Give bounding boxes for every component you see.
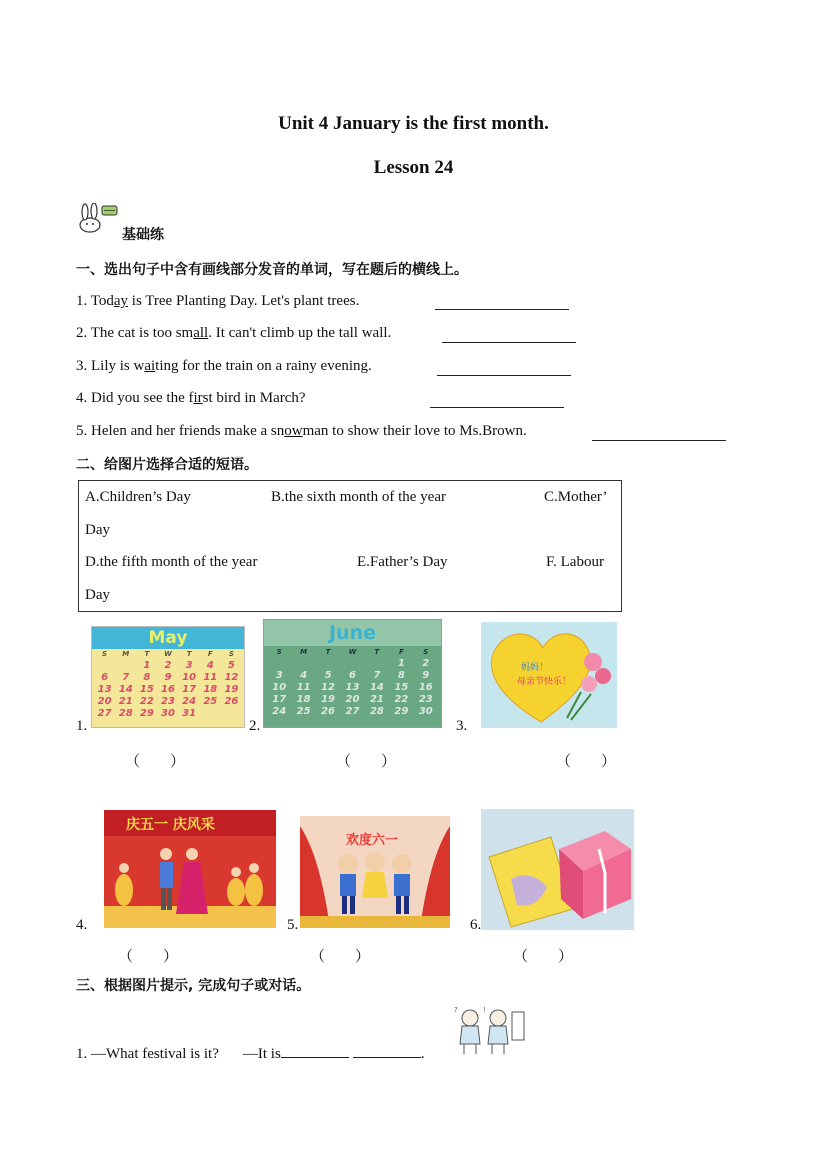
gift-box-card-image xyxy=(481,809,634,930)
may-date-27: 26 xyxy=(224,696,239,707)
q2-text-pre: 2. The cat is too sm xyxy=(76,325,194,341)
june-date-19: 15 xyxy=(394,682,409,693)
calendar-may-month: May xyxy=(92,627,244,649)
question-4 xyxy=(76,390,306,407)
childrens-day-stage-image xyxy=(300,816,450,928)
may-date-0 xyxy=(94,660,115,671)
june-date-15: 11 xyxy=(296,682,311,693)
june-date-29: 25 xyxy=(296,706,311,717)
calendar-may-image xyxy=(91,626,245,728)
svg-text:庆五一 庆风采: 庆五一 庆风采 xyxy=(126,817,215,833)
option-f-continued: Day xyxy=(85,587,110,603)
section3-heading: 三、根据图片提示, 完成句子或对话。 xyxy=(76,978,311,994)
june-date-34: 30 xyxy=(418,706,433,717)
june-date-21: 17 xyxy=(272,694,287,705)
q3-text-post: ting for the train on a rainy evening. xyxy=(155,358,372,374)
s3-q1-blank-1[interactable] xyxy=(281,1043,349,1058)
may-date-31: 30 xyxy=(161,708,175,719)
may-date-14: 13 xyxy=(97,684,112,695)
option-f: F. Labour xyxy=(546,554,604,570)
q5-underlined: ow xyxy=(284,423,303,439)
june-date-5: 1 xyxy=(397,658,405,669)
s3-question-1 xyxy=(76,1043,425,1063)
may-date-33 xyxy=(200,708,221,719)
q3-underlined: ai xyxy=(144,358,156,374)
june-date-13: 9 xyxy=(422,670,430,681)
svg-text:母亲节快乐！: 母亲节快乐！ xyxy=(517,677,572,687)
may-date-25: 24 xyxy=(182,696,197,707)
june-weekday-0: S xyxy=(276,648,282,656)
june-date-14: 10 xyxy=(272,682,287,693)
june-date-16: 12 xyxy=(321,682,336,693)
may-weekday-5: F xyxy=(207,650,213,658)
bunny-icon xyxy=(76,203,118,235)
june-date-10: 6 xyxy=(349,670,356,681)
q4-text-pre: 4. Did you see the f xyxy=(76,390,194,406)
june-date-4 xyxy=(365,658,389,669)
question-1 xyxy=(76,293,359,310)
mothers-day-card-image xyxy=(481,622,617,728)
option-e: E.Father’s Day xyxy=(357,554,448,570)
june-date-6: 2 xyxy=(422,658,430,669)
may-date-18: 17 xyxy=(182,684,197,695)
answer-paren-6[interactable]: （ ） xyxy=(513,949,574,965)
june-date-11: 7 xyxy=(373,670,381,681)
answer-blank-1[interactable] xyxy=(435,295,569,310)
question-3 xyxy=(76,358,372,375)
may-date-4: 3 xyxy=(185,660,193,671)
option-c: C.Mother’ xyxy=(544,489,608,505)
labour-day-stage-image xyxy=(104,810,276,928)
page-title: Unit 4 January is the first month. xyxy=(278,113,549,134)
june-date-26: 22 xyxy=(394,694,409,705)
may-date-29: 28 xyxy=(118,708,133,719)
answer-blank-4[interactable] xyxy=(430,393,564,408)
june-date-30: 26 xyxy=(321,706,336,717)
question-2 xyxy=(76,325,391,342)
option-a: A.Children’s Day xyxy=(85,489,191,505)
kids-talking-image xyxy=(450,1004,530,1056)
june-date-31: 27 xyxy=(345,706,360,717)
june-weekday-5: F xyxy=(398,648,404,656)
s3-q1-question: 1. —What festival is it? xyxy=(76,1046,219,1062)
june-date-24: 20 xyxy=(345,694,360,705)
may-date-34 xyxy=(221,708,242,719)
svg-text:欢度六一: 欢度六一 xyxy=(346,833,399,848)
may-date-26: 25 xyxy=(203,696,218,707)
picture-5-number: 5. xyxy=(287,917,299,933)
calendar-june-month: June xyxy=(264,620,441,646)
calendar-june-weekdays xyxy=(267,648,438,656)
option-b: B.the sixth month of the year xyxy=(271,489,446,505)
may-date-1 xyxy=(115,660,136,671)
may-date-23: 22 xyxy=(139,696,154,707)
calendar-may-dates xyxy=(94,660,242,719)
q3-text-pre: 3. Lily is w xyxy=(76,358,145,374)
question-5 xyxy=(76,423,527,440)
q1-text-post: is Tree Planting Day. Let's plant trees. xyxy=(128,293,360,309)
june-weekday-1: M xyxy=(300,648,308,656)
june-date-3 xyxy=(340,658,364,669)
picture-3-number: 3. xyxy=(456,718,468,734)
may-date-22: 21 xyxy=(118,696,133,707)
section1-heading: 一、选出句子中含有画线部分发音的单词，写在题后的横线上。 xyxy=(76,262,468,278)
june-date-22: 18 xyxy=(296,694,311,705)
picture-6-number: 6. xyxy=(470,917,482,933)
may-date-13: 12 xyxy=(224,672,239,683)
picture-1-number: 1. xyxy=(76,718,88,734)
answer-paren-5[interactable]: （ ） xyxy=(310,949,371,965)
may-weekday-1: M xyxy=(122,650,130,658)
answer-paren-3[interactable]: （ ） xyxy=(556,754,617,770)
q5-text-pre: 5. Helen and her friends make a sn xyxy=(76,423,285,439)
june-date-17: 13 xyxy=(345,682,360,693)
june-date-1 xyxy=(291,658,315,669)
may-date-17: 16 xyxy=(161,684,175,695)
svg-text:!: ! xyxy=(483,1006,486,1014)
may-date-24: 23 xyxy=(161,696,175,707)
answer-blank-2[interactable] xyxy=(442,328,576,343)
may-date-28: 27 xyxy=(97,708,112,719)
answer-paren-1[interactable]: （ ） xyxy=(125,754,186,770)
answer-paren-4[interactable]: （ ） xyxy=(118,949,179,965)
may-date-6: 5 xyxy=(227,660,235,671)
may-date-12: 11 xyxy=(203,672,218,683)
june-date-9: 5 xyxy=(324,670,332,681)
june-date-33: 29 xyxy=(394,706,409,717)
june-date-25: 21 xyxy=(369,694,384,705)
may-date-9: 8 xyxy=(143,672,151,683)
answer-blank-3[interactable] xyxy=(437,361,571,376)
june-date-12: 8 xyxy=(397,670,405,681)
may-date-3: 2 xyxy=(164,660,172,671)
june-date-23: 19 xyxy=(321,694,336,705)
june-date-2 xyxy=(316,658,340,669)
june-weekday-2: T xyxy=(325,648,331,656)
june-date-7: 3 xyxy=(275,670,283,681)
q1-text-pre: 1. Tod xyxy=(76,293,114,309)
june-date-20: 16 xyxy=(418,682,433,693)
may-date-8: 7 xyxy=(122,672,130,683)
may-date-21: 20 xyxy=(97,696,112,707)
may-weekday-4: T xyxy=(186,650,192,658)
may-date-10: 9 xyxy=(164,672,172,683)
may-date-15: 14 xyxy=(118,684,133,695)
s3-q1-blank-2[interactable] xyxy=(353,1043,421,1058)
may-date-11: 10 xyxy=(182,672,197,683)
may-weekday-0: S xyxy=(102,650,108,658)
q2-text-post: . It can't climb up the tall wall. xyxy=(208,325,392,341)
calendar-may-weekdays xyxy=(94,650,242,658)
may-date-5: 4 xyxy=(206,660,214,671)
lesson-title: Lesson 24 xyxy=(373,157,454,178)
q4-underlined: ir xyxy=(193,390,203,406)
basic-practice-label: 基础练 xyxy=(122,227,164,243)
may-date-30: 29 xyxy=(139,708,154,719)
s3-q1-period: . xyxy=(420,1046,425,1062)
q1-underlined: ay xyxy=(113,293,129,309)
option-c-continued: Day xyxy=(85,522,110,538)
calendar-june-image xyxy=(263,619,442,728)
june-date-8: 4 xyxy=(300,670,308,681)
q4-text-post: st bird in March? xyxy=(202,390,306,406)
picture-2-number: 2. xyxy=(249,718,261,734)
option-d: D.the fifth month of the year xyxy=(85,554,258,570)
may-date-32: 31 xyxy=(182,708,197,719)
may-date-7: 6 xyxy=(101,672,109,683)
calendar-june-dates xyxy=(267,658,438,717)
options-box xyxy=(78,480,622,612)
section2-heading: 二、给图片选择合适的短语。 xyxy=(76,457,258,473)
may-date-20: 19 xyxy=(224,684,239,695)
picture-4-number: 4. xyxy=(76,917,88,933)
may-date-19: 18 xyxy=(203,684,218,695)
june-weekday-6: S xyxy=(423,648,429,656)
june-date-18: 14 xyxy=(369,682,384,693)
june-date-0 xyxy=(267,658,291,669)
june-date-32: 28 xyxy=(369,706,384,717)
may-date-2: 1 xyxy=(143,660,151,671)
svg-text:?: ? xyxy=(454,1006,458,1014)
may-weekday-3: W xyxy=(164,650,172,658)
card-text: 妈妈！ xyxy=(521,663,549,673)
q2-underlined: all xyxy=(193,325,209,341)
may-date-16: 15 xyxy=(139,684,154,695)
june-weekday-3: W xyxy=(348,648,357,656)
answer-paren-2[interactable]: （ ） xyxy=(336,754,397,770)
q5-text-post: man to show their love to Ms.Brown. xyxy=(302,423,527,439)
s3-q1-answer-prefix: —It is xyxy=(242,1046,281,1062)
may-weekday-6: S xyxy=(228,650,234,658)
answer-blank-5[interactable] xyxy=(592,426,726,441)
june-date-27: 23 xyxy=(418,694,433,705)
june-weekday-4: T xyxy=(374,648,380,656)
may-weekday-2: T xyxy=(144,650,150,658)
june-date-28: 24 xyxy=(272,706,287,717)
